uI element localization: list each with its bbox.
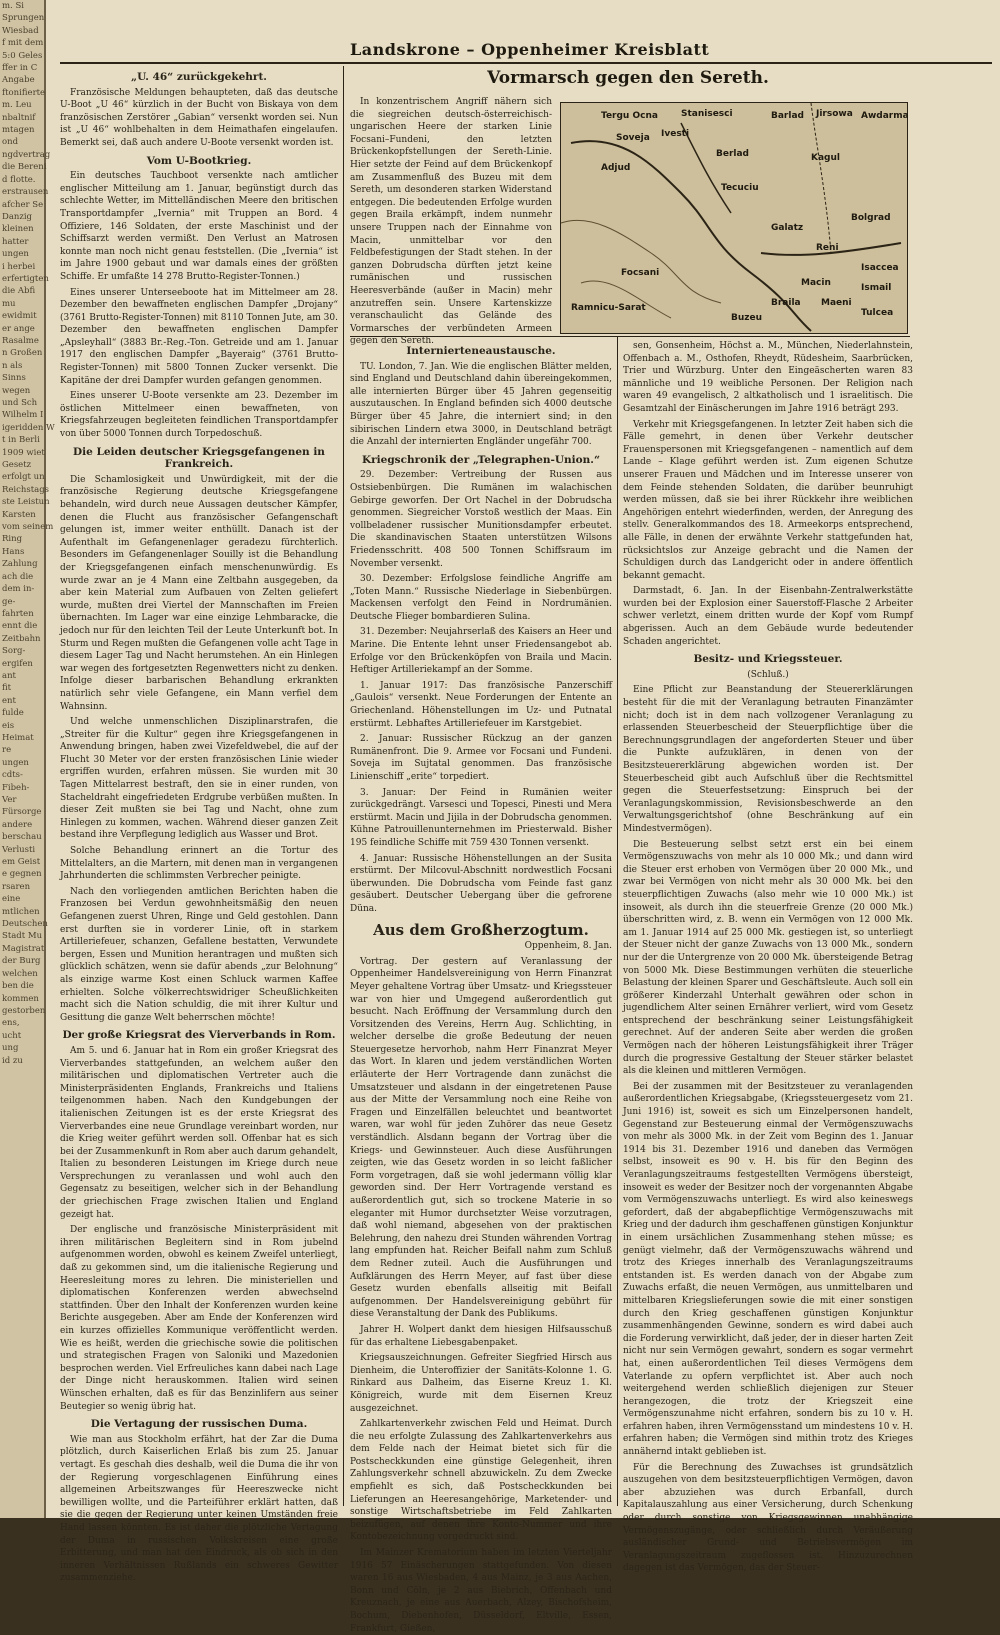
gutter-fragment: m. Si (2, 1, 25, 11)
gutter-fragment: re (2, 745, 12, 756)
masthead (60, 38, 992, 64)
map-place-label: Buzeu (731, 313, 763, 323)
left_col-headline: Die Leiden deutscher Kriegsgefangenen in Frankreich. (73, 445, 325, 471)
map-place-label: Reni (816, 243, 839, 253)
gutter-fragment: mtlichen (2, 906, 40, 917)
right-column (623, 340, 913, 1574)
column-rule-right (617, 336, 618, 1506)
mid_col-paragraph: Vortrag. Der gestern auf Veranlassung der Oppenheimer Handelsvereinigung von Herrn Finanzrat Meyer gehaltene Vortrag über Umsatz- und Kriegssteuer war von hier und Umgegend außerordentlich gut besucht. Nach Eröffnung der Versammlung durch den Vorsitzenden des Vereins, Herrn Aug. Schlichting, in welcher derselbe die große Bedeutung der neuen Steuergesetze hervorhob, nahm Herr Finanzrat Meyer das Wort. In klaren und jedem verständlichen Worten erläuterte der Herr Vortragende dann zunächst die Umsatzsteuer und alsdann in der eingetretenen Pause aus der Mitte der Versammlung noch eine Reihe von Fragen und Einzelfällen beleuchtet und beantwortet waren, war wohl für jeden Zuhörer das neue Gesetz verständlich. Alsdann begann der Vortrag über die Kriegs- und Gewinnsteuer. Auch diese Ausführungen zeigten, wie das Gesetz worden in so leicht faßlicher Form vorgetragen, daß sie wohl jedermann völlig klar geworden sind. Der Herr Vortragende verstand es außerordentlich gut, sich so trockene Materie in so eleganter mit Humor durchsetzter Weise vorzutragen, daß wohl niemand, abgesehen von der praktischen Belehrung, den nahezu drei Stunden währenden Vortrag lang empfunden hat. Reicher Beifall nahm zum Schluß dem Redner zuteil. Auch die Ausführungen und Aufklärungen des Herrn Meyer, auf fast über diese Gesetz wurden ebenfalls allseitig mit Beifall aufgenommen. Der Handelsvereinigung gebührt für diese Veranstaltung der Dank des Publikums. (350, 956, 612, 1320)
gutter-fragment: kleinen (2, 224, 34, 235)
gutter-fragment: eine (2, 894, 21, 905)
gutter-fragment: nbaltnif (2, 112, 36, 123)
right_col-paragraph: Verkehr mit Kriegsgefangenen. In letzter Zeit haben sich die Fälle gemehrt, in denen über Verkehr deutscher Frauenspersonen mit Kriegsgefangenen – namentlich auf dem Lande – Klage geführt werden ist. Zum eigenen Schutze unserer Frauen und Mädchen und im Interesse unserer von dem Feinde stehenden Soldaten, die darüber beunruhigt werden müssen, daß sie bei ihrer Rückkehr ihre weiblichen Angehörigen entehrt wiederfinden, werden, der Anregung des stellv. Generalkommandos des 18. Armeekorps entsprechend, alle Fälle, in denen der erwähnte Verkehr stattgefunden hat, rücksichtslos zur Anzeige gebracht und die Namen der Schuldigen durch das Landgericht oder in andere öffentlich bekannt gemacht. (623, 419, 913, 581)
left_col-paragraph: Die Schamlosigkeit und Unwürdigkeit, mit der die französische Regierung deutsche Kriegsgefangene behandeln, wird durch neue Aussagen deutscher Kämpfer, denen die Flucht aus französischer Gefangenschaft gelungen ist, immer weiter enthüllt. Danach ist der Aufenthalt im Gefangenenlager geradezu fürchterlich. Besonders im Gefangenenlager Souilly ist die Behandlung der Kriegsgefangenen einfach menschenunwürdig. Es wurde zwar an je 4 Mann eine Zeltbahn ausgegeben, da aber kein Material zum Aufbauen von Zelten geliefert wurde, mußten drei Viertel der Mannschaften im Freien übernachten. Im Lager war eine einzige Lehmbaracke, die jedoch nur für den leichten Teil der Leute Unterkunft bot. In Sturm und Regen mußten die Gefangenen volle acht Tage in diesem Lager Tag und Nacht herumstehen. An ein Hinlegen war wegen des fortgesetzten Regenwetters nicht zu denken. Infolge dieser barbarischen Behandlung erkrankten natürlich sehr viele Gefangene, ein Mann verfiel dem Wahnsinn. (60, 474, 338, 712)
gutter-fragment: ant (2, 670, 16, 681)
map-place-label: Berlad (716, 149, 750, 159)
gutter-fragment: n als (2, 360, 23, 371)
map-title: Vormarsch gegen den Sereth. (487, 68, 769, 88)
gutter-fragment: ftonifierte (2, 87, 46, 98)
gutter-fragment: er ange (2, 323, 35, 334)
gutter-fragment: fahrten (2, 608, 34, 619)
gutter-fragment: welchen (2, 968, 38, 979)
gutter-fragment: Heimat (2, 732, 34, 743)
gutter-fragment: Sprungen (2, 13, 45, 24)
right_col-paragraph: Die Besteuerung selbst setzt erst ein bei einem Vermögenszuwachs von mehr als 10 000 Mk.; und dann wird die Steuer erst erhoben von Vermögen über 20 000 Mk., und zwar bei Vermögen von nicht mehr als 30 000 Mk. bei den steuerpflichtigen Zuwachs (also mehr wie 10 000 Mk.) ist insoweit, als durch ihn die steuerfreie Grenze (20 000 Mk.) überschritten wird, z. B. wenn ein Vermögen von 12 000 Mk. am 1. Januar 1914 auf 25 000 Mk. gestiegen ist, so unterliegt der Steuer nicht der ganze Zuwachs von 13 000 Mk., sondern nur der die Untergrenze von 20 000 Mk. übersteigende Betrag von 5000 Mk. Diese Bestimmungen verhüten die steuerliche Belastung der kleinen Sparer und Geschäftsleute. Auch soll ein größerer Kinderzahl Unterhalt gewähren oder schon in jugendlichem Alter seinen Ernährer verliert, wird vom Gesetz entsprechend der beschränkung seiner Leistungsfähigkeit gerechnet. Auf der anderen Seite aber werden die großen Vermögen nach der höheren Leistungsfähigkeit ihrer Träger durch die progressive Gestaltung der Steuer stärker belastet als die kleinen und mittleren Vermögen. (623, 839, 913, 1077)
map-place-label: Ismail (861, 283, 892, 293)
map-place-label: Adjud (601, 163, 631, 173)
gutter-fragment: erfolgt un (2, 472, 45, 483)
gutter-fragment: Wiesbad (2, 25, 39, 36)
gutter-fragment: Stadt Mu (2, 931, 43, 942)
mid_col-paragraph: 31. Dezember: Neujahrserlaß des Kaisers an Heer und Marine. Die Entente lehnt unser Friedensangebot ab. Erfolge vor den Brückenköpfen von Braila und Macin. Heftiger Artilleriekampf an der Somme. (350, 627, 612, 676)
gutter-fragment: ewidmit (2, 311, 37, 322)
gutter-fragment: Deutschen (2, 919, 48, 930)
gutter-fragment: n Großen (2, 348, 43, 359)
left_col-headline: Die Vertagung der russischen Duma. (90, 1418, 308, 1431)
map-place-label: Jirsowa (816, 109, 853, 119)
left_col-paragraph: Nach den vorliegenden amtlichen Berichten haben die Franzosen bei Verdun gewohnheitsmäßig den neuen Gefangenen zuerst Uhren, Ringe und Geld gestohlen. Dann erst durften sie in vorderer Linie, oft in starkem Artilleriefeuer, schanzen, Gefallene bestatten, Verwundete bergen, Essen und Munition herantragen und mußten sich glücklich schätzen, wenn sie dafür abends „zur Belohnung“ als einzige warme Kost einen Schluck warmen Kaffee erhielten. Solche völkerrechtswidriger Scheußlichkeiten macht sich die Nation schuldig, die mit ihrer Kultur und Gesittung die ganze Welt beherrschen möchte! (60, 886, 338, 1023)
gutter-fragment: Sinns (2, 373, 26, 384)
gutter-fragment: igeridden W (2, 422, 55, 433)
gutter-fragment: Zahlung (2, 559, 38, 570)
mid_col-paragraph: 2. Januar: Russischer Rückzug an der ganzen Rumänenfront. Die 9. Armee vor Focsani und Fundeni. Soveja im Sujtatal genommen. Das französische Linienschiff „erite“ torpediert. (350, 734, 612, 782)
middle-column (350, 340, 612, 1634)
gutter-fragment: Gesetz (2, 460, 32, 471)
left_col-paragraph: Der englische und französische Ministerpräsident mit ihren militärischen Begleitern sind in Rom jubelnd aufgenommen worden, obwohl es keinem Zweifel unterliegt, daß zu gekommen sind, um die italienische Regierung und Heeresleitung mores zu lehren. Die ministeriellen und diplomatischen Konferenzen werden abwechselnd stattfinden. Über den Inhalt der Konferenzen wurden keine Berichte ausgegeben. Aber am Ende der Konferenzen wird ein kurzes offizielles Kommunique veröffentlicht werden. Wie es heißt, werden die griechische sowie die politischen und strategischen Fragen von Saloniki und Mazedonien besprochen werden. Viel Erfreuliches kann dabei nach Lage der Dinge nicht herauskommen. Italien wird seinen Wünschen erhalten, daß es für das Benzinlifern aus seiner Beutegier so wenig übrig hat. (60, 1225, 338, 1412)
gutter-fragment: ngdvertrag (2, 149, 51, 160)
gutter-fragment: ste Leistun (2, 497, 50, 508)
adjacent-page-edge (0, 0, 55, 1518)
gutter-fragment: afcher Se (2, 199, 44, 210)
gutter-fragment: gestorben (2, 1005, 46, 1016)
left_col-paragraph: Solche Behandlung erinnert an die Tortur des Mittelalters, an die Martern, mit denen man in vergangenen Jahrhunderten die schlimmsten Verbrecher peinigte. (60, 846, 338, 882)
gutter-fragment: ungen (2, 249, 29, 260)
gutter-fragment: ens, (2, 1018, 20, 1029)
gutter-fragment: ennt die (2, 621, 38, 632)
mid_col-paragraph: 29. Dezember: Vertreibung der Russen aus Ostsiebenbürgen. Die Rumänen im walachischen Gebirge geworfen. Der Ort Nachel in der Dobrudscha genommen. Siegreicher Vorstoß westlich der Maas. Ein vollbeladener russischer Munitionsdampfer erbeutet. Die skandinavischen Staaten unterstützen Wilsons Friedensschritt. 408 500 Tonnen Schiffsraum im November versenkt. (350, 470, 612, 569)
mid_col-paragraph: Zahlkartenverkehr zwischen Feld und Heimat. Durch die neu erfolgte Zulassung des Zahlkartenverkehrs aus dem Felde nach der Heimat bietet sich für die Postscheckkunden eine günstige Gelegenheit, ihren Zahlungsverkehr schnell abzuwickeln. Zu dem Zwecke empfiehlt es sich, daß Postscheckkunden bei Lieferungen an Heeresangehörige, Marketender- und sonstige Wirtschaftsbetriebe im Feld Zahlkarten beizufügen, auf denen ihre Konto-Nummer und ihre Kontobezeichnung vorgedruckt sind. (350, 1419, 612, 1543)
gutter-fragment: der Burg (2, 956, 41, 967)
gutter-fragment: Fibeh- (2, 782, 30, 793)
map-place-label: Bolgrad (851, 213, 891, 223)
map-place-label: Maeni (821, 298, 852, 308)
map-place-label: Braila (771, 298, 801, 308)
gutter-fragment: erstrausen (2, 187, 49, 198)
map-intro-paragraph: In konzentrischem Angriff nähern sich die siegreichen deutsch-österreichisch-ungarischen Heere der starken Linie Focsani–Fundeni, den letzten Brückenkopfstellungen der Sereth-Linie. Hier setzte der Feind auf dem Brückenkopf am Zusammenfluß des Buzeu mit dem Sereth, um desonderen starken Widerstand entgegen. Die bedeutenden Erfolge wurden gegen Braila erkämpft, indem nunmehr unsere Truppen nach der Einnahme von Macin, unmittelbar vor den Feldbefestigungen der Stadt stehen. In der ganzen Dobrudscha dürften jetzt keine rumänischen und russischen Heeresverbände (außer in Macin) mehr anzutreffen sein. Unsere Kartenskizze veranschaulicht das Gelände des Vormarsches der verbündeten Armeen gegen den Sereth. (350, 97, 552, 347)
left_col-paragraph: Französische Meldungen behaupteten, daß das deutsche U-Boot „U 46“ kürzlich in der Bucht von Biskaya von dem französischen Zerstörer „Gabian“ versenkt worden sei. Nun ist „U 46“ wohlbehalten in dem Heimathafen eingelaufen. Bemerkt sei, daß auch andere U-Boote versenkt worden ist. (60, 87, 338, 148)
map-place-label: Ramnicu-Sarat (571, 303, 646, 313)
right_col-paragraph: Für die Berechnung des Zuwachses ist grundsätzlich auszugehen von dem besitzsteuerpflichtigen Vermögen, davon aber abzuziehen was durch Erbanfall, durch Kapitalauszahlung aus einer Versicherung, durch Schenkung oder durch sonstige von Kriegsgewinnen unabhängige Vermögenszugänge, oder schließlich durch Veräußerung ausländischer Grund- und Betriebsvermögen im Veranlagungszeitraum zugeflossen ist. Hinzuzurechnen dagegen ist das Vermögen, das der Steuer- (623, 1462, 913, 1574)
left_col-paragraph: Und welche unmenschlichen Disziplinarstrafen, die „Streiter für die Kultur“ gegen ihre Kriegsgefangenen in Anwendung bringen, haben zwei Vizefeldwebel, die auf der Flucht 30 Meter vor der ersten französischen Linie wieder ergriffen wurden, erfahren müssen. Sie wurden mit 30 Tagen Mittelarrest bestraft, den sie in einer runden, von Stacheldraht eingefriedeten Erdgrube verbüßen mußten. In dieser Zeit mußten sie bei Tag und Nacht, ohne zum Hinlegen zu kommen, wachen. Während dieser ganzen Zeit bestand ihre Verpflegung lediglich aus Wasser und Brot. (60, 717, 338, 841)
gutter-fragment: ach die (2, 571, 34, 582)
map-place-label: Kagul (811, 153, 840, 163)
gutter-fragment: d flotte. (2, 174, 36, 185)
left_col-headline: Der große Kriegsrat des Vierverbands in Rom. (62, 1029, 336, 1042)
map-place-label: Barlad (771, 111, 804, 121)
gutter-fragment: Zeitbahn (2, 633, 41, 644)
map-place-label: Ivesti (661, 129, 690, 139)
gutter-fragment: die Abfi (2, 286, 36, 297)
gutter-fragment: vom seinem (2, 522, 54, 533)
mid_col-dateline: Oppenheim, 8. Jan. (524, 941, 612, 952)
gutter-fragment: Sorg- (2, 646, 26, 657)
map-place-label: Macin (801, 278, 831, 288)
gutter-fragment: fulde (2, 708, 24, 719)
left_col-paragraph: Eines unserer U-Boote versenkte am 23. Dezember im östlichen Mittelmeer einen bewaffneten, von Kriegsfahrzeugen begleiteten feindlichen Transportdampfer von über 5000 Tonnen durch Torpedoschuß. (60, 391, 338, 440)
gutter-fragment: Magistrat (2, 943, 45, 954)
gutter-fragment: kommen (2, 993, 39, 1004)
gutter-fragment: eis (2, 720, 15, 731)
gutter-fragment: em Geist (2, 857, 41, 868)
gutter-fragment: ond (2, 137, 19, 148)
right_col-paragraph: Eine Pflicht zur Beanstandung der Steuererklärungen besteht für die mit der Veranlagung betrauten Finanzämter nicht; doch ist in dem nach vollzogener Veranlagung zu erlassenden Steuerbescheid der Steuerpflichtige über die Berechnungsgrundlagen der angeforderten Steuer und über die Punkte aufzuklären, in denen von der Besitzsteuererklärung abgewichen worden ist. Der Steuerbescheid gibt auch Aufschluß über die Rechtsmittel gegen die Steuerfestsetzung: Einspruch bei der Veranlagungskommission, Revisionsbeschwerde an den Verwaltungsgerichtshof (ohne Beschränkung auf ein Mindestvermögen). (623, 685, 913, 834)
gutter-fragment: mtagen (2, 125, 35, 136)
map-place-label: Galatz (771, 223, 804, 233)
gutter-fragment: Reichstags (2, 484, 50, 495)
mid_col-headline: Kriegschronik der „Telegraphen-Union.“ (362, 453, 600, 466)
left_col-paragraph: Wie man aus Stockholm erfährt, hat der Zar die Duma plötzlich, durch Kaiserlichen Erlaß bis zum 25. Januar vertagt. Es geschah dies deshalb, weil die Duma die ihr von der Regierung vorgeschlagenen Einführung eines allgemeinen Arbeitszwanges für Heereszwecke nicht bewilligen wollte, und die Parteiführer erklärt hatten, daß sie die gegen der Regierung unter keinen Umständen freie Hand lassen könnten. Es ist daher die plötzliche Vertagung der Duma in russischen Volkskreisen eine große Erbitterung, und man hat den Eindruck, als ob sich in den inneren Verhältnissen Rußlands ein schweres Gewitter zusammenziehe. (60, 1434, 338, 1584)
gutter-fragment: ben die (2, 981, 34, 992)
map-place-label: Soveja (616, 133, 650, 143)
gutter-fragment: wegen (2, 385, 31, 396)
map-intro-text (350, 96, 552, 347)
mid_col-paragraph: TU. London, 7. Jan. Wie die englischen Blätter melden, sind England und Deutschland dahin übereingekommen, alle internierten Bürger über 45 Jahren gegenseitig auszutauschen. In England befinden sich 4000 deutsche Bürger über 45 Jahre, die interniert sind; in den sibirischen Lindern etwa 3000, in Deutschland beträgt die Anzahl der internierten Engländer ungefähr 700. (350, 361, 612, 448)
right_col-headline: Besitz- und Kriegssteuer. (693, 653, 843, 666)
gutter-fragment: Ring (2, 534, 23, 545)
mid_col-paragraph: 3. Januar: Der Feind in Rumänien weiter zurückgedrängt. Varsesci und Topesci, Pinesti und Mera erstürmt. Macin und Jijila in der Dobrudscha genommen. Kühne Patrouillenunternehmen im Priesterwald. Bisher 195 feindliche Schiffe mit 759 430 Tonnen versenkt. (350, 787, 612, 848)
gutter-fragment: Wilhelm I (2, 410, 44, 421)
left_col-paragraph: Ein deutsches Tauchboot versenkte nach amtlicher englischer Mitteilung am 1. Januar, begünstigt durch das schlechte Wetter, im Mittelländischen Meere den britischen Transportdampfer „Ivernia“ mit Truppen an Bord. 4 Offiziere, 146 Soldaten, der erste Maschinist und der Schiffsarzt werden vermißt. Den Verlust an Matrosen konnte man noch nicht genau feststellen. (Die „Ivernia“ ist im Jahre 1900 gebaut und war damals eines der größten Schiffe. Er umfaßte 14 278 Brutto-Register-Tonnen.) (60, 171, 338, 282)
right_col-paragraph: Bei der zusammen mit der Besitzsteuer zu veranlagenden außerordentlichen Kriegsabgabe, (Kriegssteuergesetz vom 21. Juni 1916) ist, soweit es sich um Einzelpersonen handelt, Gegenstand zur Besteuerung einmal der Vermögenszuwachs von mehr als 3000 Mk. in der Zeit vom Beginn des 1. Januar 1914 bis 31. Dezember 1916 und daneben das Vermögen selbst, insoweit es 90 v. H. bis für den Beginn des Veranlagungszeitraums festgestellten Vermögens übersteigt, insoweit es weder der Besitzer noch der vorgenannten Abgabe vom Vermögenszuwachs unterliegt. Es wird also keineswegs gefordert, daß der abgabepflichtige Vermögenszuwachs mit Krieg und der dadurch ihm geschaffenen günstigen Konjunktur in einem ursächlichen Zusammenhang stehen müsse; es genügt vielmehr, daß der Vermögenszuwachs während und trotz des Krieges innerhalb des Veranlagungszeitraums entstanden ist. Es werden danach von der Abgabe zum Zuwachs erfaßt, die neuen Vermögen, aus unmittelbaren und mittelbaren Kriegslieferungen sowie die mit einer sonstigen durch den Krieg geschaffenen günstigen Konjunktur zusammenhängenden Gewinne, sondern es wird dabei auch die Forderung verwirklicht, daß jeder, der in dieser harten Zeit nicht nur sein Vermögen gewahrt, sondern es sogar vermehrt hat, einen außerordentlichen Teil dieses Vermögens dem Vaterlande zu opfern verpflichtet ist. Aber auch noch weitergehend werden schließlich diejenigen zur Steuer herangezogen, die trotz der Kriegszeit eine Vermögenszunahme nicht erfahren, sondern bis zu 10 v. H. erfahren haben, ihren Vermögensstand um mindestens 10 v. H. erfahren haben; die Vermögen sind mithin trotz des Krieges annähernd intakt geblieben ist. (623, 1081, 913, 1458)
right_col-paragraph: sen, Gonsenheim, Höchst a. M., München, Niederlahnstein, Offenbach a. M., Osthofen, Rheydt, Rüdesheim, Saarbrücken, Trier und Würzburg. Unter den Eingeäscherten waren 83 männliche und 19 weibliche Personen. Der Religion nach waren 49 evangelisch, 2 altkatholisch und 1 israelitisch. Die Gesamtzahl der Einäscherungen im Jahre 1916 beträgt 293. (623, 341, 913, 414)
map-place-label: Tecuciu (721, 183, 759, 193)
right_col-subtitle: (Schluß.) (747, 669, 789, 680)
gutter-fragment: die Bereni (2, 162, 47, 173)
masthead-title: Landskrone – Oppenheimer Kreisblatt (350, 40, 710, 59)
gutter-fragment: Angabe (2, 75, 35, 86)
map-place-label: Tulcea (861, 308, 894, 318)
gutter-fragment: t in Berli (2, 435, 40, 446)
gutter-fragment: hatter (2, 236, 29, 247)
mid_col-headline: Internierteneaustausche. (406, 345, 556, 357)
map-place-label: Isaccea (861, 263, 899, 273)
gutter-fragment: Fürsorge (2, 807, 42, 818)
gutter-fragment: ucht (2, 1030, 22, 1041)
gutter-fragment: fit (2, 683, 12, 694)
mid_col-paragraph: 4. Januar: Russische Höhenstellungen an der Susita erstürmt. Der Milcovul-Abschnitt nordwestlich Focsani überwunden. Die Dobrudscha vom Feinde fast ganz gesäubert. Deutscher Uebergang über die gefrorene Düna. (350, 853, 612, 914)
gutter-fragment: erfertigten (2, 273, 49, 284)
mid_col-paragraph: Jahrer H. Wolpert dankt dem hiesigen Hilfsausschuß für das erhaltene Liebesgabenpaket. (350, 1324, 612, 1348)
campaign-map (560, 102, 908, 334)
gutter-fragment: 1909 wiet (2, 447, 45, 458)
gutter-fragment: e gegnen (2, 869, 42, 880)
gutter-fragment: ungen (2, 757, 29, 768)
mid_col-paragraph: Im Mainzer Krematorium haben im letzten Vierteljahr 1916 57 Einäscherungen stattgefunden. Von diesen waren 16 aus Wiesbaden, 4 aus Mainz, je 3 aus Aachen, Bonn und Cöln, je 2 aus Biebrich, Offenbach und Kreuznach, je eine aus Auerbach, Alzey, Bischofsheim, Bochum, Diebenhofen, Düsseldorf, Eltville, Essen, Frankfurt, Gießen, (350, 1548, 612, 1634)
gutter-fragment: ent (2, 695, 16, 706)
gutter-fragment: rsaren (2, 881, 31, 892)
left-column (60, 66, 338, 1584)
gutter-fragment: Hans (2, 546, 25, 557)
map-place-label: Awdarma (861, 111, 909, 121)
gutter-fragment: Danzig (2, 211, 32, 222)
gutter-fragment: ge- (2, 596, 16, 607)
map-place-label: Focsani (621, 268, 660, 278)
mid_col-paragraph: Kriegsauszeichnungen. Gefreiter Siegfried Hirsch aus Dienheim, die Unteroffizier der Sanitäts-Kolonne 1. G. Rinkard aus Dalheim, das Eiserne Kreuz 1. Kl. Königreich, wurde mit dem Eisernen Kreuz ausgezeichnet. (350, 1353, 612, 1414)
map-place-label: Tergu Ocna (601, 111, 658, 121)
column-rule-left (343, 66, 344, 1506)
right_col-paragraph: Darmstadt, 6. Jan. In der Eisenbahn-Zentralwerkstätte wurden bei der Explosion einer Sauerstoff-Flasche 2 Arbeiter schwer verletzt, einem dritten wurde der Kopf vom Rumpf abgerissen. Auch an dem Gebäude wurde bedeutender Schaden angerichtet. (623, 586, 913, 647)
gutter-fragment: f mit dem (2, 38, 44, 49)
left_col-paragraph: Am 5. und 6. Januar hat in Rom ein großer Kriegsrat des Vierverbandes stattgefunden, an welchem außer den militärischen und diplomatischen Vertreter auch die Ministerpräsidenten Englands, Frankreichs und Italiens teilgenommen haben. Nach den Kundgebungen der italienischen Zeitungen ist es der erste Kriegsrat des Vierverbandes eine neue Grundlage vereinbart worden, nur die Krieg weiter geführt werden soll. Offenbar hat es sich bei der Zusammenkunft in Rom aber auch darum gehandelt, Italien zu besonderen Leistungen im Kriege durch neue Versprechungen zu veranlassen und wohl auch den Gegensatz zu beseitigen, welcher sich in der Behandlung der griechischen Frage zwischen Italien und England gezeigt hat. (60, 1045, 338, 1220)
gutter-fragment: id zu (2, 1055, 23, 1066)
gutter-fragment: und Sch (2, 398, 38, 408)
mid_col-section-title: Aus dem Großherzogtum. (373, 920, 589, 939)
gutter-fragment: ung (2, 1043, 19, 1054)
left_col-headline: Vom U-Bootkrieg. (146, 154, 252, 167)
gutter-fragment: berschau (2, 832, 42, 843)
map-heading (350, 68, 906, 88)
gutter-fragment: ffer in C (2, 63, 38, 74)
gutter-fragment: mu (2, 298, 16, 309)
gutter-fragment: ergifen (2, 658, 33, 669)
gutter-fragment: cdts- (2, 770, 23, 781)
gutter-fragment: dem in- (2, 584, 35, 595)
gutter-fragment: Karsten (2, 509, 36, 520)
gutter-fragment: Ver (2, 795, 17, 805)
gutter-fragment: Verlusti (2, 844, 36, 855)
mid_col-paragraph: 1. Januar 1917: Das französische Panzerschiff „Gaulois“ versenkt. Neue Forderungen der Entente an Griechenland. Höhenstellungen im Uz- und Putnatal erstürmt. Lebhaftes Artilleriefeuer im Karstgebiet. (350, 680, 612, 729)
gutter-fragment: i herbei (2, 261, 36, 272)
left_col-headline: „U. 46“ zurückgekehrt. (131, 71, 267, 83)
gutter-fragment: andere (2, 819, 33, 830)
gutter-fragment: 5:0 Geles (2, 50, 43, 61)
gutter-fragment: Rasalme (2, 335, 39, 346)
left_col-paragraph: Eines unserer Unterseeboote hat im Mittelmeer am 28. Dezember den bewaffneten englischen Dampfer „Drojany“ (3761 Brutto-Register-Tonnen) mit 8110 Tonnen Jute, am 30. Dezember den bewaffneten englischen Dampfer „Apsleyhall“ (3883 Br.-Reg.-Ton. Getreide und am 1. Januar 1917 den englischen Dampfer „Bayeraig“ (3761 Brutto-Register-Tonnen) mit 5800 Tonnen Zucker versenkt. Die Kapitäne der drei Dampfer wurden gefangen genommen. (60, 287, 338, 386)
mid_col-paragraph: 30. Dezember: Erfolgslose feindliche Angriffe am „Toten Mann.“ Russische Niederlage in Siebenbürgen. Mackensen verfolgt den Feind in Nordrumänien. Deutsche Flieger bombardieren Sulina. (350, 574, 612, 622)
gutter-fragment: m. Leu (2, 100, 32, 111)
map-place-label: Stanisesci (681, 109, 733, 119)
